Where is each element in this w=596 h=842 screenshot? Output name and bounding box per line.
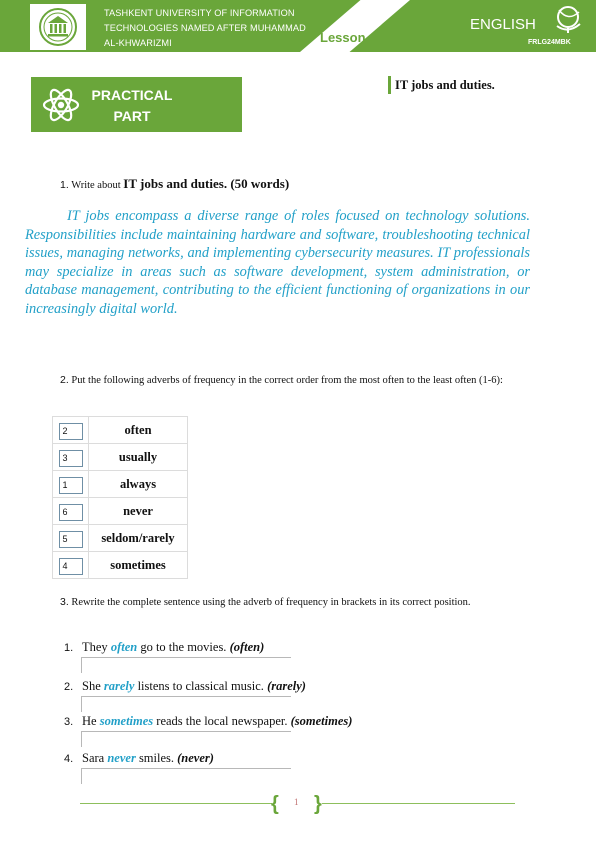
footer-brace-right-icon: } bbox=[314, 793, 322, 815]
sentence-after: go to the movies. bbox=[137, 640, 230, 654]
rank-cell bbox=[53, 444, 89, 471]
topic-heading: IT jobs and duties. bbox=[388, 76, 495, 94]
rank-input[interactable]: 3 bbox=[59, 450, 83, 467]
section-title-line-2: PART bbox=[113, 108, 151, 124]
task-1-answer[interactable]: IT jobs encompass a diverse range of roles focused on technology solutions. Responsibilities include maintaining hardware and software, troubleshooting technical issues, managing networks, and implementing cybersecurity measures. IT professionals may specialize in areas such as software development, system administration, or database management, contributing to the efficient functioning of organizations in our increasingly digital world. bbox=[25, 208, 530, 317]
adverb-table bbox=[52, 416, 188, 579]
task-1-prompt bbox=[60, 176, 289, 192]
table-row bbox=[53, 471, 188, 498]
section-title-line-1: PRACTICAL bbox=[91, 87, 173, 103]
adverb-cell: always bbox=[89, 471, 188, 498]
sentence-number: 2. bbox=[64, 681, 74, 693]
rank-cell bbox=[53, 417, 89, 444]
rank-input[interactable]: 1 bbox=[59, 477, 83, 494]
table-row bbox=[53, 444, 188, 471]
footer-rule-left bbox=[80, 803, 272, 804]
rank-input[interactable]: 5 bbox=[59, 531, 83, 548]
adverb-cell: seldom/rarely bbox=[89, 525, 188, 552]
table-row bbox=[53, 498, 188, 525]
adverb-cell: often bbox=[89, 417, 188, 444]
sentence-after: reads the local newspaper. bbox=[153, 714, 291, 728]
sentence-after: smiles. bbox=[135, 751, 178, 765]
sentence-number: 3. bbox=[64, 716, 74, 728]
sentence-before: Sara bbox=[82, 751, 108, 765]
lesson-label: Lesson bbox=[320, 30, 366, 45]
sentence-adverb: never bbox=[107, 751, 136, 765]
sentence-hint: (never) bbox=[177, 751, 214, 765]
sentence-text bbox=[64, 751, 364, 766]
list-item bbox=[64, 640, 364, 655]
task-2-prompt bbox=[60, 372, 530, 389]
rank-input[interactable]: 4 bbox=[59, 558, 83, 575]
sentence-hint: (sometimes) bbox=[290, 714, 353, 728]
sentence-hint: (often) bbox=[229, 640, 265, 654]
subject-title: ENGLISH bbox=[470, 16, 536, 33]
rank-cell bbox=[53, 552, 89, 579]
footer-rule-right bbox=[322, 803, 515, 804]
task-1-topic: IT jobs and duties. (50 words) bbox=[123, 176, 290, 191]
rank-input[interactable]: 2 bbox=[59, 423, 83, 440]
table-row bbox=[53, 525, 188, 552]
sentence-after: listens to classical music. bbox=[134, 679, 268, 693]
table-row bbox=[53, 552, 188, 579]
sentence-adverb: often bbox=[110, 640, 138, 654]
sentence-text bbox=[64, 679, 364, 694]
task-1-prefix: Write about bbox=[71, 180, 121, 191]
globe-icon bbox=[553, 4, 583, 34]
answer-field[interactable] bbox=[81, 768, 291, 784]
sentence-adverb: rarely bbox=[103, 679, 135, 693]
course-code: FRLG24MBK bbox=[528, 39, 571, 46]
sentence-text bbox=[64, 640, 364, 655]
university-line-3: AL-KHWARIZMI bbox=[104, 38, 172, 48]
adverb-cell: usually bbox=[89, 444, 188, 471]
rank-cell bbox=[53, 525, 89, 552]
adverb-cell: never bbox=[89, 498, 188, 525]
rank-cell bbox=[53, 471, 89, 498]
university-logo bbox=[30, 4, 86, 50]
section-banner bbox=[31, 77, 242, 132]
sentence-number: 1. bbox=[64, 642, 74, 654]
footer-brace-left-icon: { bbox=[271, 793, 279, 815]
sentence-before: They bbox=[82, 640, 111, 654]
sentence-before: She bbox=[82, 679, 104, 693]
task-3-number: 3. bbox=[60, 596, 69, 608]
list-item bbox=[64, 679, 364, 694]
sentence-hint: (rarely) bbox=[267, 679, 306, 693]
rank-input[interactable]: 6 bbox=[59, 504, 83, 521]
university-line-2: TECHNOLOGIES NAMED AFTER MUHAMMAD bbox=[104, 23, 306, 33]
section-title bbox=[89, 85, 175, 127]
sentence-before: He bbox=[82, 714, 100, 728]
university-emblem-icon bbox=[37, 4, 79, 50]
task-3-prompt bbox=[60, 594, 510, 611]
answer-field[interactable] bbox=[81, 696, 291, 712]
list-item bbox=[64, 751, 364, 766]
atom-icon bbox=[41, 85, 81, 125]
sentence-number: 4. bbox=[64, 753, 74, 765]
task-2-number: 2. bbox=[60, 374, 69, 386]
rank-cell bbox=[53, 498, 89, 525]
answer-field[interactable] bbox=[81, 657, 291, 673]
table-row bbox=[53, 417, 188, 444]
task-1-number: 1. bbox=[60, 179, 69, 191]
sentence-adverb: sometimes bbox=[99, 714, 154, 728]
university-line-1: TASHKENT UNIVERSITY OF INFORMATION bbox=[104, 8, 295, 18]
page-number: 1 bbox=[294, 797, 299, 807]
task-3-instruction: Rewrite the complete sentence using the adverb of frequency in brackets in its correct position. bbox=[71, 597, 471, 608]
list-item bbox=[64, 714, 364, 729]
header-banner bbox=[0, 0, 596, 52]
university-name bbox=[104, 6, 334, 51]
task-2-instruction: Put the following adverbs of frequency in the correct order from the most often to the least often (1-6): bbox=[71, 375, 503, 386]
adverb-cell: sometimes bbox=[89, 552, 188, 579]
answer-field[interactable] bbox=[81, 731, 291, 747]
sentence-text bbox=[64, 714, 364, 729]
